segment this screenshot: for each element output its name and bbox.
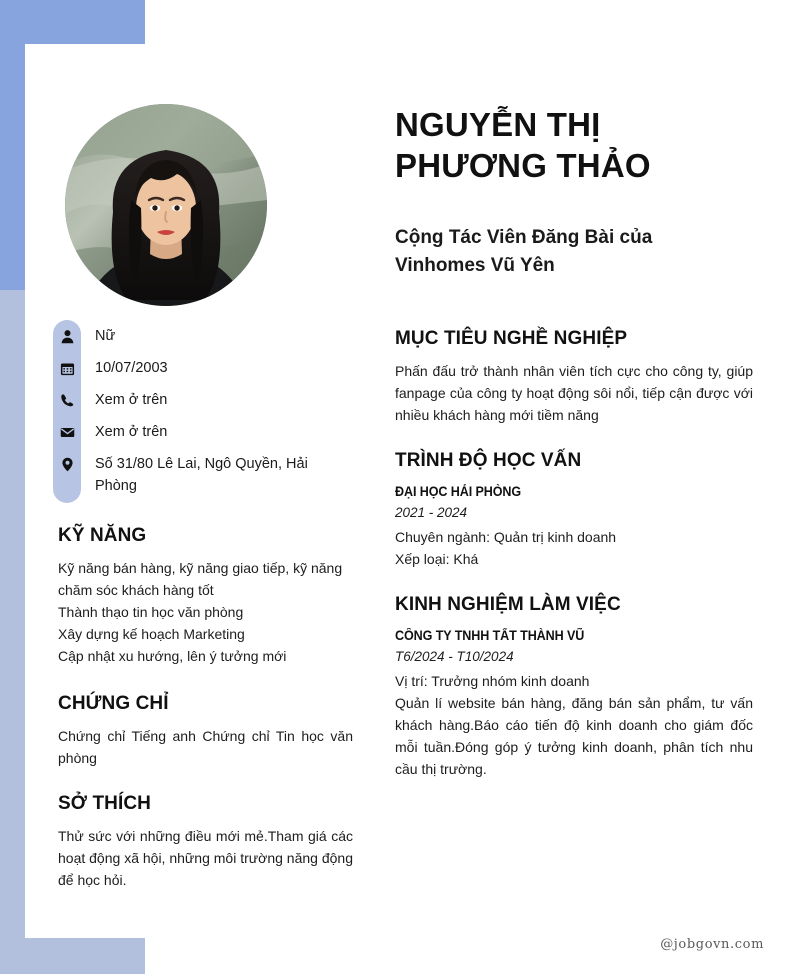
education-detail: Chuyên ngành: Quản trị kinh doanh [395,529,617,545]
watermark: @jobgovn.com [660,937,764,952]
contact-item-birthdate [53,352,353,384]
contact-item-email [53,416,353,448]
right-column [395,0,753,974]
section-skills [58,524,353,667]
experience-dates: T6/2024 - T10/2024 [395,649,514,664]
skill-item: Kỹ năng bán hàng, kỹ năng giao tiếp, kỹ năng chăm sóc khách hàng tốt [58,560,343,598]
contact-item-address [53,448,353,497]
education-detail: Xếp loại: Khá [395,551,479,567]
avatar-image [65,104,267,306]
section-heading: TRÌNH ĐỘ HỌC VẤN [395,450,582,471]
page-title: NGUYỄN THỊ PHƯƠNG THẢO [395,106,651,184]
section-heading: KINH NGHIỆM LÀM VIỆC [395,594,621,615]
experience-position: Vị trí: Trưởng nhóm kinh doanh [395,673,590,689]
skill-item: Thành thạo tin học văn phòng [58,604,244,620]
section-hobbies [58,792,353,891]
job-title: Cộng Tác Viên Đăng Bài của Vinhomes Vũ Yên [395,227,653,276]
section-heading: SỞ THÍCH [58,793,152,814]
section-certificates [58,692,353,769]
phone-icon [53,384,81,416]
skill-item: Cập nhật xu hướng, lên ý tưởng mới [58,648,287,664]
contact-value: Xem ở trên [95,424,168,440]
location-icon [53,448,81,480]
decoration-bottom-strip [0,290,25,974]
contact-item-phone [53,384,353,416]
contact-list [53,320,353,497]
contact-value: Xem ở trên [95,392,168,408]
section-heading: KỸ NĂNG [58,525,147,546]
email-icon [53,416,81,448]
experience-description: Quản lí website bán hàng, đăng bán sản phẩm, tư vấn khách hàng.Báo cáo tiến độ kinh doanh cho giám đốc mỗi tuần.Đóng góp ý tưởng kinh doanh, phân tích nhu cầu thị trường. [395,695,753,777]
contact-item-gender [53,320,353,352]
avatar [65,104,267,306]
experience-company: CÔNG TY TNHH TẤT THÀNH VŨ [395,628,585,643]
education-dates: 2021 - 2024 [395,505,468,520]
decoration-top-strip [0,0,25,290]
left-column [53,0,353,974]
education-school: ĐẠI HỌC HẢI PHÒNG [395,484,522,499]
hobbies-text: Thử sức với những điều mới mẻ.Tham giá các hoạt động xã hội, những môi trường năng động để học hỏi. [58,828,353,888]
section-experience [395,593,753,780]
section-education [395,449,753,570]
skill-item: Xây dựng kế hoạch Marketing [58,626,245,642]
contact-value: Nữ [95,328,116,344]
person-icon [53,320,81,352]
section-objective [395,327,753,426]
contact-value: Số 31/80 Lê Lai, Ngô Quyền, Hải Phòng [95,456,308,494]
certificates-text: Chứng chỉ Tiếng anh Chứng chỉ Tin học văn phòng [58,728,353,766]
contact-value: 10/07/2003 [95,360,168,376]
objective-text: Phấn đấu trở thành nhân viên tích cực cho công ty, giúp fanpage của công ty hoạt động sôi nổi, tiếp cận được với nhiều khách hàng mới tiềm năng [395,363,753,423]
calendar-icon [53,352,81,384]
section-heading: CHỨNG CHỈ [58,693,169,714]
section-heading: MỤC TIÊU NGHỀ NGHIỆP [395,328,628,349]
